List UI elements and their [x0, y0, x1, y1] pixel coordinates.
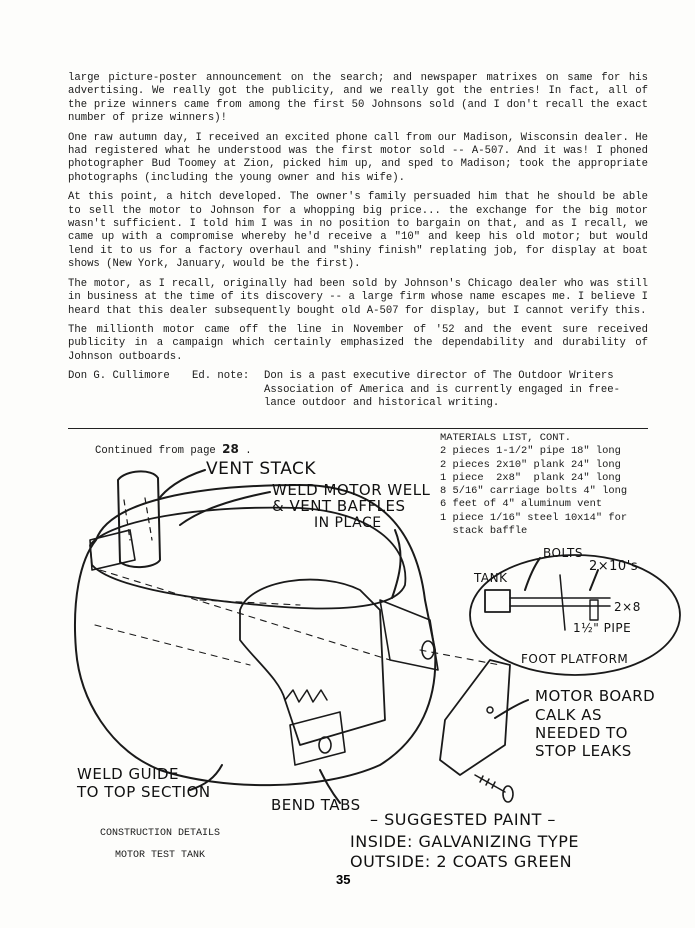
paragraph-3: At this point, a hitch developed. The owner's family persuaded him that he should be able to sell the motor to Johnson for a whopping big price... the exchange for the big motor wasn't sufficient. I told him I was in no position to bargain on that, and as I recall, we came up with a compromise whereby he'd receive a "10" and keep his old motor; but would lend it to us for a factory overhaul and "shiny finish" replating job, for display at boat shows (New York, January, would be the first).	[68, 191, 648, 271]
continued-page: 28	[222, 442, 239, 456]
label-vent-stack: VENT STACK	[206, 459, 317, 479]
label-2x8: 2×8	[614, 600, 641, 614]
materials-title: MATERIALS LIST, CONT.	[440, 432, 571, 444]
label-weld-guide-1: WELD GUIDE	[77, 765, 180, 783]
bolt-hole	[319, 737, 331, 753]
motor-well-zigzag	[285, 690, 327, 702]
label-pipe: 1½" PIPE	[573, 621, 632, 635]
materials-row: stack baffle	[440, 525, 528, 538]
continued-text: Continued from page	[95, 445, 216, 457]
continued-suffix: .	[245, 445, 252, 457]
label-weld-line-1: WELD MOTOR WELL	[272, 481, 431, 499]
label-weld-line-3: IN PLACE	[314, 515, 382, 531]
label-2x10: 2×10's	[589, 559, 639, 574]
materials-row: 1 piece 1/16" steel 10x14" for	[440, 511, 628, 524]
bolt-hole	[422, 641, 434, 659]
screw-icon	[475, 775, 505, 792]
motor-board	[440, 660, 510, 775]
label-tank: TANK	[474, 571, 508, 585]
paragraph-4: The motor, as I recall, originally had been sold by Johnson's Chicago dealer who was still in business at the time of its discovery -- a large firm whose name escapes me. I believe I heard that this dealer subsequently bought old A-507 for display, but I cannot verify this.	[68, 277, 648, 317]
label-motor-board-1: MOTOR BOARD	[535, 687, 656, 705]
label-paint-inside: INSIDE: GALVANIZING TYPE	[350, 832, 579, 851]
label-paint-title: – SUGGESTED PAINT –	[370, 810, 556, 829]
label-foot-platform: FOOT PLATFORM	[521, 652, 629, 666]
label-bolts: BOLTS	[543, 546, 583, 560]
label-motor-board-4: STOP LEAKS	[535, 742, 632, 760]
label-weld-line-2: & VENT BAFFLES	[272, 497, 406, 515]
ed-note-label: Ed. note:	[192, 370, 250, 383]
materials-row: 8 5/16" carriage bolts 4" long	[440, 485, 628, 498]
board-hole	[487, 707, 493, 713]
platform-plank	[485, 590, 510, 612]
paragraph-2: One raw autumn day, I received an excited phone call from our Madison, Wisconsin dealer. He had registered what he understood was the first motor sold -- A-507. And it was! I phoned photographer Bud Toomey at Zion, picked him up, and sped to Madison; took the appropriate photographs (including the young owner and his wife).	[68, 131, 648, 184]
author-name: Don G. Cullimore	[68, 370, 170, 383]
screw-head	[503, 786, 513, 802]
figure-caption-line-1: CONSTRUCTION DETAILS	[99, 828, 221, 839]
paragraph-1: large picture-poster announcement on the search; and newspaper matrixes on same for his advertising. We really got the publicity, and we really got the entries! In fact, all of the prize winners came from among the first 50 Johnsons sold (and I don't recall the exact number of prize winners)!	[68, 72, 648, 125]
label-weld-guide-2: TO TOP SECTION	[77, 783, 211, 801]
label-paint-outside: OUTSIDE: 2 COATS GREEN	[350, 852, 573, 871]
materials-row: 2 pieces 2x10" plank 24" long	[440, 458, 621, 471]
ed-note-text: Don is a past executive director of The Outdoor Writers Association of America and is currently engaged in free-lance outdoor and historical writing.	[264, 370, 621, 409]
label-bend-tabs: BEND TABS	[271, 796, 361, 814]
figure-caption-line-2: MOTOR TEST TANK	[114, 850, 205, 861]
platform-plank-2x8	[590, 600, 598, 620]
materials-row: 2 pieces 1-1/2" pipe 18" long	[440, 445, 621, 458]
label-motor-board-3: NEEDED TO	[535, 724, 628, 742]
vent-stack-icon	[118, 471, 160, 567]
materials-row: 1 piece 2x8" plank 24" long	[440, 471, 621, 484]
page-number: 35	[336, 872, 351, 887]
dashed-guides	[95, 570, 500, 665]
paragraph-5: The millionth motor came off the line in November of '52 and the event sure received publicity in a campaign which certainly emphasized the dependability and durability of Johnson outboards.	[68, 323, 648, 363]
label-motor-board-2: CALK AS	[535, 706, 602, 724]
materials-row: 6 feet of 4" aluminum vent	[440, 498, 603, 511]
